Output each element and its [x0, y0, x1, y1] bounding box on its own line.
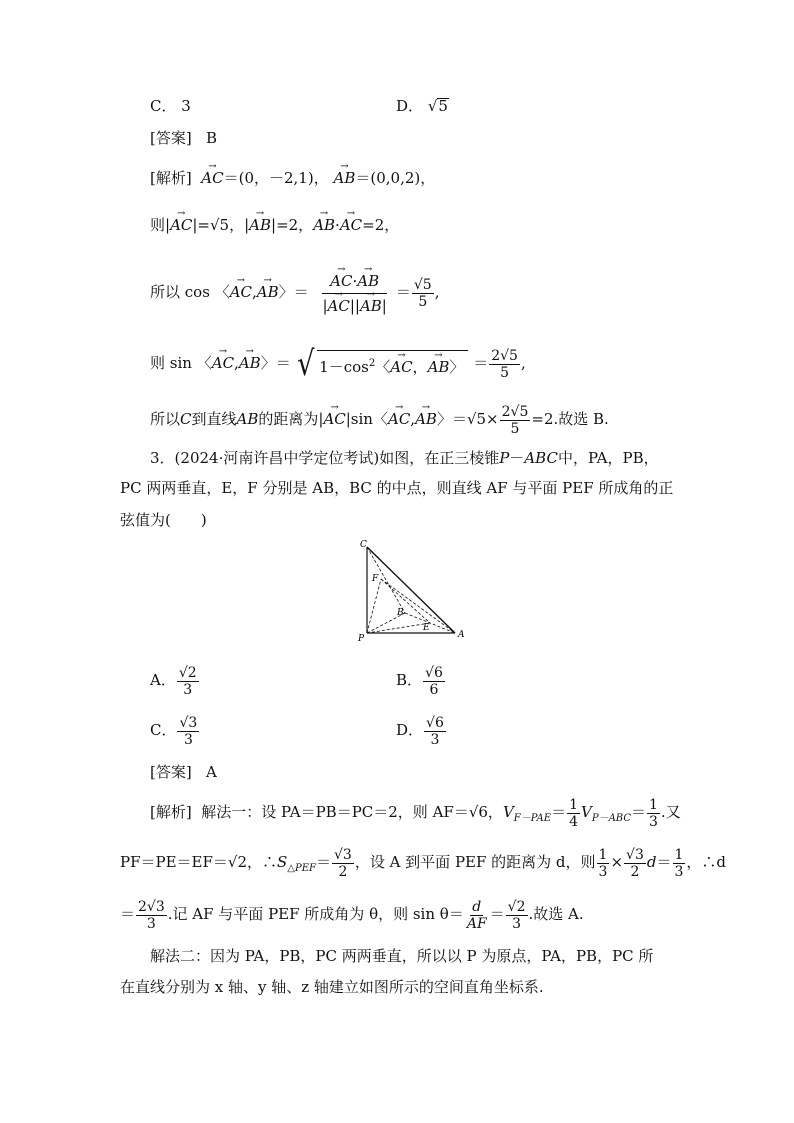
label-b: B: [397, 608, 404, 618]
result-fraction: $\frac{√5}{5}$: [413, 276, 432, 310]
numerator: √3: [179, 714, 198, 731]
cos-fraction: → $\frac{AC\cdot\to AB}{|\to AC||\to AB|}$: [314, 269, 394, 318]
analysis-label: [解析]: [150, 169, 192, 187]
text: 到直线: [191, 410, 237, 428]
denominator: 6: [429, 681, 439, 698]
analysis-line-1: [解析] → AC＝(0，－2,1)， → AB＝(0,0,2)，: [150, 168, 435, 188]
numerator: √2: [178, 664, 197, 681]
option-value: 3: [181, 97, 191, 115]
answer-label: [答案]: [150, 129, 192, 147]
q3-analysis-line-2: PF＝PE＝EF＝√2，$\therefore S_{\triangle PEF}=$ $\frac{√3}{2}$ ，设 A 到平面 PEF 的距离为 d，则 $\frac{1}{3}$ × $\frac{√3}{2}$ d＝ $\frac{1}{3}$ ，∴d: [120, 846, 727, 880]
option-value: 5: [438, 97, 448, 115]
fraction: $\frac{2√5}{5}$: [501, 403, 529, 437]
numerator: √6: [426, 714, 444, 731]
q3-analysis-line-3: ＝ $\frac{2√3}{3}$ .记 AF 与平面 PEF 所成角为 θ，则 sin θ＝ $\frac{d}{AF}$ ＝ $\frac{√2}{3}$ .故选 A.: [120, 898, 584, 932]
denominator: 3: [183, 681, 193, 698]
label-e: E: [423, 623, 430, 633]
text: 的距离为|: [258, 410, 324, 428]
vector-ac-value: (0，－2,1)，: [238, 169, 329, 187]
question-3-line-1: 3．(2024·河南许昌中学定位考试)如图，在正三棱锥P－ABC中，PA，PB，: [150, 449, 659, 467]
text: =2.故选 B.: [531, 410, 609, 428]
question-text: 弦值为( ): [120, 511, 207, 529]
text: 故选 A.: [533, 905, 584, 923]
pyramid-figure: [355, 535, 475, 645]
result-fraction: $\frac{2√5}{5}$: [491, 347, 518, 381]
text: =2，: [362, 216, 400, 234]
text: 则 sin: [150, 354, 192, 372]
text: 解法二：因为 PA，PB，PC 两两垂直，所以以 P 为原点，PA，PB，PC 所: [150, 947, 654, 965]
text: |=2，: [271, 216, 314, 234]
q3-analysis-method-2-line-2: [120, 977, 544, 997]
question-text: 3．(2024·河南许昌中学定位考试)如图，在正三棱锥: [150, 449, 500, 467]
option-c: [150, 96, 191, 116]
option-letter: B．: [396, 671, 423, 689]
text: |sin: [345, 410, 373, 428]
analysis-label: [解析]: [150, 803, 192, 821]
text: 解法一：设 PA＝PB＝PC＝2，则 AF＝√6，: [201, 803, 503, 821]
option-fraction: [177, 665, 199, 698]
q3-option-c: [150, 710, 200, 750]
text: .记 AF 与平面 PEF 所成角为 θ，则 sin θ＝: [167, 905, 464, 923]
option-letter: C．: [150, 97, 177, 115]
text: PF＝PE＝EF＝√2，∴: [120, 853, 278, 871]
vector-ab-value: (0,0,2)，: [370, 169, 436, 187]
label-c: C: [360, 540, 367, 550]
text: ，∴d: [686, 853, 727, 871]
question-3-line-3: [120, 510, 207, 530]
option-letter: D．: [396, 97, 424, 115]
answer-line: [150, 128, 217, 148]
analysis-line-3: 所以 cos 〈→ AC,→ AB〉＝ → $\frac{AC\cdot\to AB}{|\to AC||\to AB|}$ ＝ $\frac{√5}{5}$ ,: [150, 262, 439, 322]
denominator: 3: [430, 731, 440, 748]
answer-label: [答案]: [150, 763, 192, 781]
text: 所以: [150, 410, 181, 428]
q3-answer-line: [150, 762, 217, 782]
text: 所以 cos: [150, 283, 210, 301]
q3-analysis-method-2-line-1: [150, 946, 653, 966]
analysis-line-2: 则|→ AC|=√5，|→ AB|=2，→ AB·→ AC=2，: [150, 215, 399, 235]
label-a: A: [458, 630, 465, 640]
text: |=√5，|: [192, 216, 250, 234]
option-fraction: [423, 665, 445, 698]
text: ，设 A 到平面 PEF 的距离为 d，则: [354, 853, 596, 871]
q3-option-d: [396, 710, 447, 750]
text: 又: [665, 803, 681, 821]
answer-value: B: [206, 129, 218, 147]
q3-option-a: [150, 660, 200, 700]
analysis-line-5: 所以C到直线AB的距离为|→ AC|sin〈→ AC,→ AB〉＝√5× $\frac{2√5}{5}$ =2.故选 B.: [150, 402, 609, 437]
denominator: 3: [183, 731, 193, 748]
question-text: PC 两两垂直，E，F 分别是 AB，BC 的中点，则直线 AF 与平面 PEF 所成角的正: [120, 479, 674, 497]
segment-pf: [367, 579, 381, 633]
sqrt-symbol: √: [427, 97, 438, 115]
sqrt-expression: √ $1-\cos^2$〈→ AC，→ AB〉: [295, 349, 468, 379]
option-letter: A．: [150, 671, 176, 689]
option-letter: D．: [396, 721, 424, 739]
edge-ca: [367, 547, 455, 633]
analysis-line-4: 则 sin 〈→ AC,→ AB〉＝ √ $1-\cos^2$〈→ AC，→ AB〉 ＝ $\frac{2√5}{5}$ ,: [150, 340, 526, 386]
text: 在直线分别为 x 轴、y 轴、z 轴建立如图所示的空间直角坐标系.: [120, 978, 544, 996]
q3-analysis-line-1: [解析] 解法一：设 PA＝PB＝PC＝2，则 AF＝√6，$V_{F-PAE}=$ $\frac{1}{4}$ $V_{P-ABC}=$ $\frac{1}{3}$ .又: [150, 796, 681, 830]
question-text: 中，PA，PB，: [557, 449, 659, 467]
label-f: F: [372, 574, 379, 584]
option-fraction: [424, 715, 446, 748]
q3-option-b: [396, 660, 446, 700]
label-p: P: [358, 634, 365, 644]
option-d: [396, 96, 449, 116]
text: 则|: [150, 216, 171, 234]
numerator: √6: [425, 664, 443, 681]
question-3-line-2: [120, 478, 673, 498]
answer-value: A: [206, 763, 217, 781]
option-fraction: [177, 715, 199, 748]
option-letter: C．: [150, 721, 177, 739]
